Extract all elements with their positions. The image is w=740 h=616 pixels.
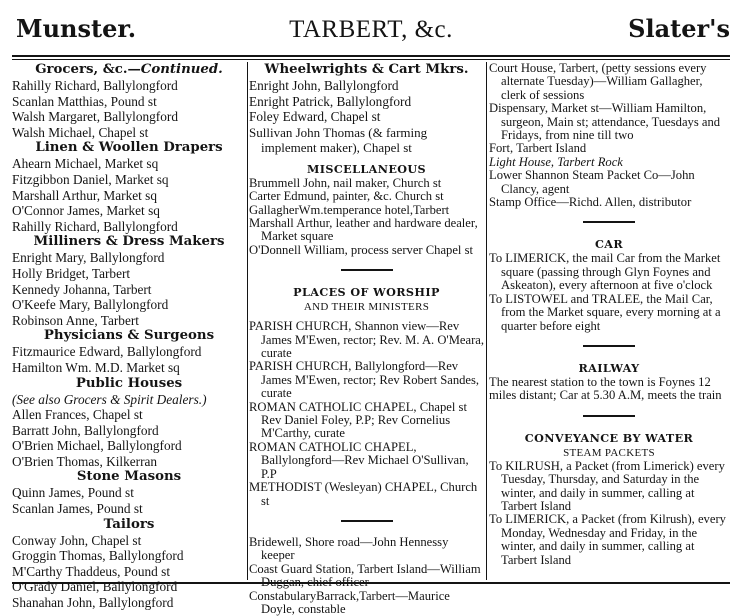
list-item: Enright John, Ballylongford xyxy=(249,78,399,93)
list-item: Quinn James, Pound st xyxy=(12,485,134,501)
section-heading-stone-masons: Stone Masons xyxy=(76,469,182,485)
section-separator xyxy=(583,415,635,417)
section-heading-miscellaneous: MISCELLANEOUS xyxy=(306,161,427,176)
publisher-heading: Slater's xyxy=(628,14,730,43)
list-item: Walsh Michael, Chapel st xyxy=(12,124,149,140)
list-item: PARISH CHURCH, Shannon view—Rev James M'Ewen, rector; Rev. M. A. O'Meara, curate xyxy=(249,319,485,361)
page-title: TARBERT, &c. xyxy=(289,16,453,43)
list-item: Robinson Anne, Tarbert xyxy=(12,312,139,328)
list-item: M'Carthy Thaddeus, Pound st xyxy=(12,563,171,579)
list-item: Rahilly Richard, Ballylongford xyxy=(12,218,178,234)
list-item: Bridewell, Shore road—John Hennessy keeper xyxy=(249,534,449,563)
list-item: O'Grady Daniel, Ballylongford xyxy=(12,579,178,595)
list-item: Enright Patrick, Ballylongford xyxy=(249,93,412,109)
list-item: Carter Edmund, painter, &c. Church st xyxy=(249,189,444,204)
section-note: (See also Grocers & Spirit Dealers.) xyxy=(12,391,207,407)
section-heading-grocers: Grocers, &c.—Continued. xyxy=(35,62,223,77)
list-item: Marshall Arthur, Market sq xyxy=(12,187,157,203)
list-item: Conway John, Chapel st xyxy=(12,532,142,548)
section-subheading-steam-packets: STEAM PACKETS xyxy=(563,446,655,459)
section-separator xyxy=(341,269,393,271)
list-item: To LIMERICK, the mail Car from the Market square (passing through Glyn Foynes and Askeaton), every afternoon at five o'clock xyxy=(489,251,721,293)
section-separator xyxy=(583,221,635,223)
section-heading-wheelwrights: Wheelwrights & Cart Mkrs. xyxy=(264,62,469,77)
section-separator xyxy=(583,345,635,347)
list-item: Lower Shannon Steam Packet Co—John Clancy, agent xyxy=(489,168,695,196)
section-heading-conveyance-by-water: CONVEYANCE BY WATER xyxy=(524,430,694,445)
list-item: Dispensary, Market st—William Hamilton, surgeon, Main st; attendance, Tuesdays and Fridays, from nine till two xyxy=(489,101,721,143)
list-item: Groggin Thomas, Ballylongford xyxy=(12,548,184,564)
right-column xyxy=(489,62,729,567)
list-item: Light House, Tarbert Rock xyxy=(489,154,623,169)
list-item: Scanlan Matthias, Pound st xyxy=(12,93,157,109)
list-item: O'Brien Thomas, Kilkerran xyxy=(12,453,158,469)
list-item: Fort, Tarbert Island xyxy=(489,141,587,156)
list-item: Court House, Tarbert, (petty sessions every alternate Tuesday)—William Gallagher, clerk of sessions xyxy=(489,61,707,102)
section-heading-tailors: Tailors xyxy=(103,516,155,532)
list-item: GallagherWm.temperance hotel,Tarbert xyxy=(249,202,450,217)
list-item: Scanlan James, Pound st xyxy=(12,501,143,517)
section-heading-railway: RAILWAY xyxy=(578,360,640,375)
list-item: Walsh Margaret, Ballylongford xyxy=(12,109,178,125)
county-heading: Munster. xyxy=(16,14,137,43)
footer-rule xyxy=(12,582,730,584)
header-rule xyxy=(12,55,730,57)
column-divider-right xyxy=(486,62,487,580)
middle-column xyxy=(249,62,484,616)
list-item: ROMAN CATHOLIC CHAPEL, Chapel st Rev Daniel Foley, P.P; Rev Cornelius M'Carthy, curate xyxy=(249,399,467,441)
list-item: Kennedy Johanna, Tarbert xyxy=(12,281,152,297)
list-item: Shanahan John, Ballylongford xyxy=(12,595,174,611)
list-item: Ahearn Michael, Market sq xyxy=(12,156,159,172)
list-item: ROMAN CATHOLIC CHAPEL, Ballylongford—Rev Michael O'Sullivan, P.P xyxy=(249,439,469,481)
list-item: To LIMERICK, a Packet (from Kilrush), every Monday, Wednesday and Friday, in the winter, and daily in summer, calling at Tarbert Island xyxy=(489,512,726,567)
left-column xyxy=(12,62,246,611)
list-item: O'Keefe Mary, Ballylongford xyxy=(12,297,169,313)
list-item: Coast Guard Station, Tarbert Island—William Duggan, chief officer xyxy=(249,561,481,590)
section-separator xyxy=(341,520,393,522)
list-item: Fitzmaurice Edward, Ballylongford xyxy=(12,344,202,360)
list-item: PARISH CHURCH, Ballylongford—Rev James M'Ewen, rector; Rev Robert Sandes, curate xyxy=(249,359,480,401)
list-item: Brummell John, nail maker, Church st xyxy=(249,175,442,190)
section-heading-car: CAR xyxy=(594,237,624,252)
list-item: O'Donnell William, process server Chapel st xyxy=(249,242,473,257)
page-header xyxy=(12,14,730,48)
list-item: O'Brien Michael, Ballylongford xyxy=(12,438,182,454)
list-item: Allen Frances, Chapel st xyxy=(12,407,143,423)
column-divider-left xyxy=(247,62,248,580)
list-item: Holly Bridget, Tarbert xyxy=(12,265,131,281)
list-item: Foley Edward, Chapel st xyxy=(249,109,381,125)
list-item: Sullivan John Thomas (& farming implement maker), Chapel st xyxy=(249,124,428,156)
section-heading-physicians: Physicians & Surgeons xyxy=(43,328,215,344)
section-heading-worship: PLACES OF WORSHIP xyxy=(293,285,440,300)
list-item: Rahilly Richard, Ballylongford xyxy=(12,78,178,93)
section-heading-public-houses: Public Houses xyxy=(75,375,183,391)
railway-text: The nearest station to the town is Foynes 12 miles distant; Car at 5.30 A.M, meets the train xyxy=(489,374,722,403)
list-item: Enright Mary, Ballylongford xyxy=(12,250,165,266)
header-rule-thin xyxy=(12,59,730,60)
list-item: Hamilton Wm. M.D. Market sq xyxy=(12,359,180,375)
list-item: Marshall Arthur, leather and hardware dealer, Market square xyxy=(249,216,478,244)
list-item: Stamp Office—Richd. Allen, distributor xyxy=(489,195,692,210)
list-item: Barratt John, Ballylongford xyxy=(12,422,159,438)
section-subheading-ministers: AND THEIR MINISTERS xyxy=(303,301,430,314)
list-item: To LISTOWEL and TRALEE, the Mail Car, from the Market square, every morning at a quarter before eight xyxy=(489,291,721,333)
list-item: To KILRUSH, a Packet (from Limerick) every Tuesday, Thursday, and Saturday in the winter, and daily in summer, calling at Tarbert Island xyxy=(489,458,725,513)
section-heading-linen: Linen & Woollen Drapers xyxy=(35,140,223,156)
list-item: ConstabularyBarrack,Tarbert—Maurice Doyle, constable xyxy=(249,588,450,616)
list-item: O'Connor James, Market sq xyxy=(12,203,160,219)
list-item: METHODIST (Wesleyan) CHAPEL, Church st xyxy=(249,480,478,508)
section-heading-milliners: Milliners & Dress Makers xyxy=(33,234,225,250)
list-item: Fitzgibbon Daniel, Market sq xyxy=(12,171,169,187)
